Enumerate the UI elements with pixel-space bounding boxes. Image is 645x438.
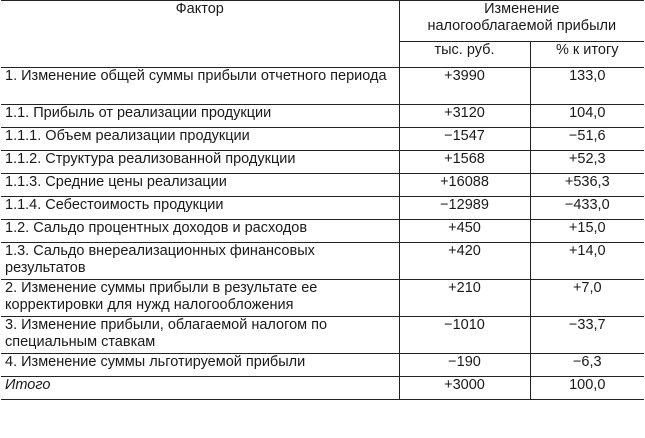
total-label: Итого	[1, 377, 399, 400]
row-label: 1.1.4. Себестоимость продукции	[1, 197, 399, 220]
row-value: +450	[399, 220, 530, 243]
row-label: 1.3. Сальдо внереализационных финансовых результатов	[1, 243, 399, 280]
table-row	[1, 174, 644, 197]
header-row-1	[1, 1, 644, 42]
row-percent: +14,0	[530, 243, 644, 280]
header-factor: Фактор	[1, 1, 399, 68]
row-label: 1.2. Сальдо процентных доходов и расходов	[1, 220, 399, 243]
row-value: +1568	[399, 151, 530, 174]
row-value: −1547	[399, 128, 530, 151]
total-value: +3000	[399, 377, 530, 400]
row-percent: −433,0	[530, 197, 644, 220]
row-label: 4. Изменение суммы льготируемой прибыли	[1, 354, 399, 377]
row-percent: +7,0	[530, 280, 644, 317]
header-thousand-rub: тыс. руб.	[399, 42, 530, 68]
row-value: +16088	[399, 174, 530, 197]
table-row	[1, 280, 644, 317]
row-label: 1.1.3. Средние цены реализации	[1, 174, 399, 197]
table-row	[1, 354, 644, 377]
row-value: −1010	[399, 317, 530, 354]
row-label: 3. Изменение прибыли, облагаемой налогом по специальным ставкам	[1, 317, 399, 354]
row-percent: 133,0	[530, 68, 644, 105]
table-row	[1, 317, 644, 354]
header-change	[399, 1, 644, 42]
row-value: +420	[399, 243, 530, 280]
row-percent: −6,3	[530, 354, 644, 377]
row-percent: +536,3	[530, 174, 644, 197]
row-percent: +15,0	[530, 220, 644, 243]
row-label: 2. Изменение суммы прибыли в результате ее корректировки для нужд налогообложения	[1, 280, 399, 317]
row-value: −12989	[399, 197, 530, 220]
row-percent: 104,0	[530, 105, 644, 128]
table-row	[1, 151, 644, 174]
total-percent: 100,0	[530, 377, 644, 400]
table-row	[1, 128, 644, 151]
row-percent: −33,7	[530, 317, 644, 354]
table-row	[1, 243, 644, 280]
total-row	[1, 377, 644, 400]
row-percent: +52,3	[530, 151, 644, 174]
row-label: 1.1.2. Структура реализованной продукции	[1, 151, 399, 174]
header-change-line2: налогооблагаемой прибыли	[427, 18, 617, 34]
row-value: −190	[399, 354, 530, 377]
row-percent: −51,6	[530, 128, 644, 151]
row-value: +210	[399, 280, 530, 317]
row-label: 1. Изменение общей суммы прибыли отчетного периода	[1, 68, 399, 105]
row-label: 1.1.1. Объем реализации продукции	[1, 128, 399, 151]
header-percent-total: % к итогу	[530, 42, 644, 68]
row-value: +3990	[399, 68, 530, 105]
factor-table	[1, 0, 644, 400]
row-label: 1.1. Прибыль от реализации продукции	[1, 105, 399, 128]
table-row	[1, 105, 644, 128]
row-value: +3120	[399, 105, 530, 128]
table-row	[1, 197, 644, 220]
table-row	[1, 68, 644, 105]
table-row	[1, 220, 644, 243]
header-change-line1: Изменение	[484, 1, 560, 17]
